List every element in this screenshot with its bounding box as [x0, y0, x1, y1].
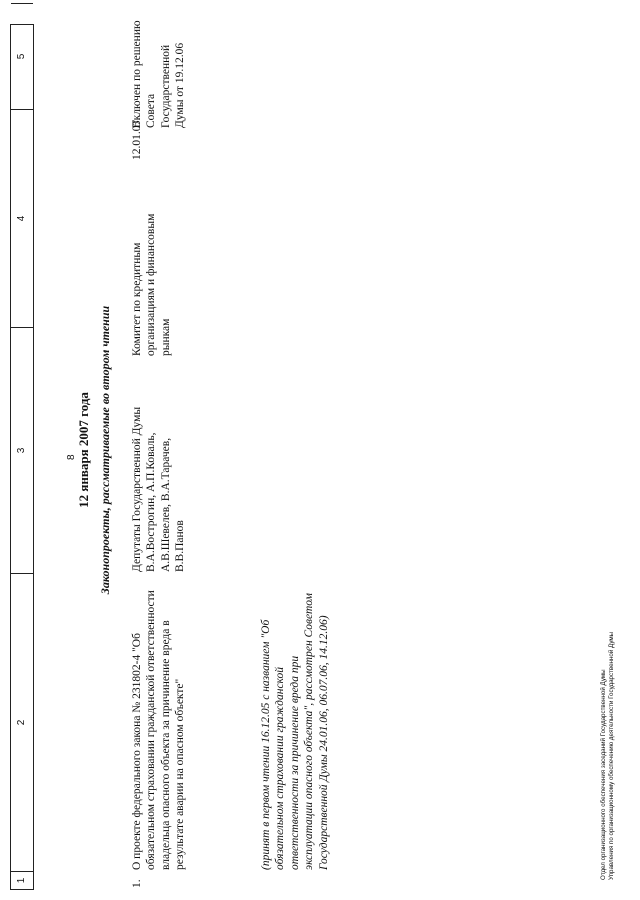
council-decision: Включен по решению Совета Государственной Думы от 19.12.06: [131, 20, 187, 128]
column-number-6: [11, 0, 33, 3]
footer-line-2: Управления по организационному обеспечению деятельности Государственной Думы: [608, 631, 616, 880]
bill-title: О проекте федерального закона № 231802-4 "Об обязательном страховании гражданской ответственности владельца опасного объекта за причинение вреда в результате аварии на опасном объекте": [131, 590, 187, 870]
consideration-date: 12.01.07: [131, 119, 143, 160]
footer-department: [600, 580, 617, 880]
bill-authors: Депутаты Государственной Думы В.А.Вострогин, А.П.Коваль, А.В.Шевелев, В.А.Тарачев, В.В.Панов: [131, 406, 187, 572]
page-number: 8: [66, 454, 77, 460]
bill-reading-note: (принят в первом чтении 16.12.05 с названием "Об обязательном страховании гражданской ответственности за причинение вреда при эксплуатации опасного объекта", рассмотрен Советом Государственной Думы 24.01.06, 06.07.06, 14.12.06): [260, 593, 330, 870]
item-number: 1.: [131, 879, 143, 888]
column-number-5: 5: [11, 3, 33, 109]
column-number-2: 2: [11, 573, 33, 871]
column-number-1: 1: [11, 871, 33, 889]
footer-line-1: Отдел организационного обеспечения заседаний Государственной Думы: [600, 669, 607, 880]
date-heading: 12 января 2007 года: [76, 392, 91, 508]
column-number-header: [10, 24, 34, 890]
column-number-4: 4: [11, 109, 33, 327]
column-number-3: 3: [11, 327, 33, 573]
responsible-committee: Комитет по кредитным организациям и финансовым рынкам: [131, 213, 172, 356]
section-heading: Законопроекты, рассматриваемые во втором чтении: [98, 305, 112, 595]
